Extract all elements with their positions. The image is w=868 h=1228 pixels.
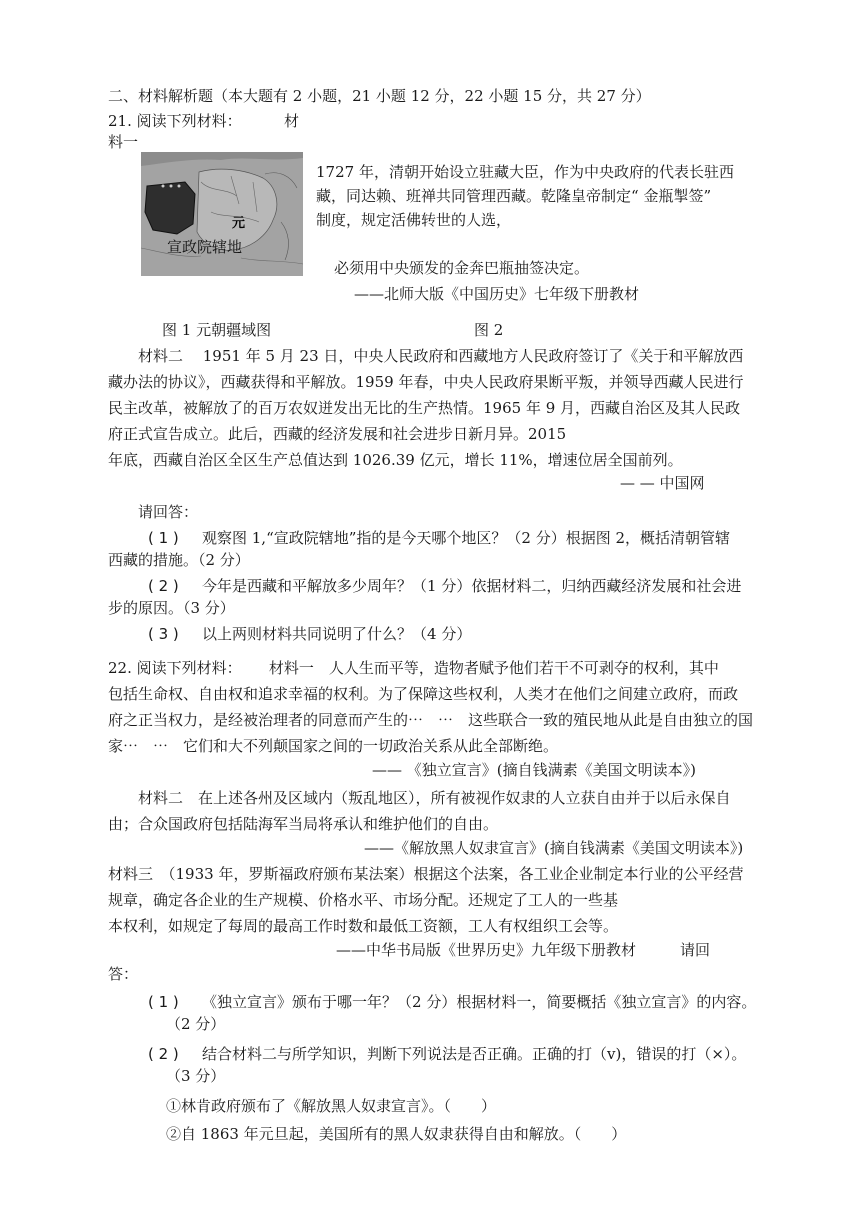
m1-line-1: 1727 年，清朝开始设立驻藏大臣，作为中央政府的代表长驻西 — [316, 163, 734, 181]
q22-m3-source: ——中华书局版《世界历史》九年级下册教材 — [336, 941, 637, 959]
material-label-a: 材 — [284, 112, 300, 130]
q22-m1-source: —— 《独立宣言》(摘自钱满素《美国文明读本》) — [372, 761, 696, 779]
q22-judge-2: ②自 1863 年元旦起，美国所有的黑人奴隶获得自由和解放。（ ） — [166, 1125, 627, 1143]
q22-2-line1: 结合材料二与所学知识，判断下列说法是否正确。正确的打（v)，错误的打（×）。 — [202, 1045, 747, 1063]
q21-3-line1: 以上两则材料共同说明了什么？（4 分） — [202, 625, 472, 643]
m2-line-5: 年底，西藏自治区全区生产总值达到 1026.39 亿元，增长 11%，增速位居全国前列。 — [108, 451, 683, 469]
q22-ask-a: 请回 — [680, 941, 711, 959]
m2-line-2: 藏办法的协议》，西藏获得和平解放。1959 年春，中央人民政府果断平叛，并领导西藏人民进行 — [108, 373, 744, 391]
q21-ask: 请回答： — [138, 503, 199, 521]
q21-2-num: ( 2 ) — [148, 577, 179, 595]
map-xuanzheng-label: 宣政院辖地 — [167, 238, 243, 256]
q22-m1-line-4: 家⋯ ⋯ 它们和大不列颠国家之间的一切政治关系从此全部断绝。 — [108, 737, 559, 755]
map-graphic — [141, 152, 303, 276]
q22-m2-line-1: 材料二 在上述各州及区域内（叛乱地区），所有被视作奴隶的人立获自由并于以后永保自 — [138, 789, 731, 807]
q22-ask-b: 答： — [108, 965, 139, 983]
q22-m2-line-2: 由；合众国政府包括陆海军当局将承认和维护他们的自由。 — [108, 815, 499, 833]
q22-1-num: ( 1 ) — [148, 993, 179, 1011]
q22-m3-line-1: 材料三 （1933 年，罗斯福政府颁布某法案）根据这个法案，各工业企业制定本行业的公平经营 — [108, 865, 744, 883]
q21-2-line2: 步的原因。（3 分） — [108, 599, 235, 617]
m2-line-1: 材料二 1951 年 5 月 23 日，中央人民政府和西藏地方人民政府签订了《关于和平解放西 — [138, 347, 744, 365]
q21-intro: 21. 阅读下列材料： — [108, 112, 242, 130]
m2-line-4: 府正式宣告成立。此后，西藏的经济发展和社会进步日新月异。2015 — [108, 425, 567, 443]
q22-m1-line-1: 22. 阅读下列材料： 材料一 人人生而平等，造物者赋予他们若干不可剥夺的权利，其中 — [108, 659, 719, 677]
fig1-caption: 图 1 元朝疆域图 — [162, 321, 272, 339]
map-yuan-label: 元 — [232, 216, 246, 231]
q21-1-line1: 观察图 1,“宣政院辖地”指的是今天哪个地区？（2 分）根据图 2，概括清朝管辖 — [202, 529, 731, 547]
q22-m3-line-3: 本权利，如规定了每周的最高工作时数和最低工资额，工人有权组织工会等。 — [108, 917, 619, 935]
m1-line-3: 制度，规定活佛转世的人选， — [316, 211, 512, 229]
q21-3-num: ( 3 ) — [148, 625, 179, 643]
q22-m3-line-2: 规章，确定各企业的生产规模、价格水平、市场分配。还规定了工人的一些基 — [108, 891, 619, 909]
fig2-caption: 图 2 — [474, 321, 504, 339]
m2-source: — — 中国网 — [620, 474, 705, 492]
q22-m1-line-3: 府之正当权力，是经被治理者的同意而产生的⋯ ⋯ 这些联合一致的殖民地从此是自由独立的国 — [108, 711, 754, 729]
q22-1-line1: 《独立宣言》颁布于哪一年？（2 分）根据材料一，简要概括《独立宣言》的内容。 — [202, 993, 757, 1011]
q22-m1-line-2: 包括生命权、自由权和追求幸福的权利。为了保障这些权利，人类才在他们之间建立政府，而政 — [108, 685, 739, 703]
q22-1-line2: （2 分） — [166, 1015, 226, 1033]
m1-line-4: 必须用中央颁发的金奔巴瓶抽签决定。 — [334, 259, 590, 277]
m1-line-2: 藏，同达赖、班禅共同管理西藏。乾隆皇帝制定“ 金瓶掣签” — [316, 187, 712, 205]
m1-source: ——北师大版《中国历史》七年级下册教材 — [354, 285, 640, 303]
material-label-b: 料一 — [108, 133, 139, 151]
q21-1-num: ( 1 ) — [148, 529, 179, 547]
q21-1-line2: 西藏的措施。（2 分） — [108, 551, 250, 569]
q22-judge-1: ①林肯政府颁布了《解放黑人奴隶宣言》。（ ） — [166, 1097, 497, 1115]
m2-line-3: 民主改革，被解放了的百万农奴迸发出无比的生产热情。1965 年 9 月，西藏自治区及其人民政 — [108, 399, 741, 417]
yuan-dynasty-map — [141, 152, 303, 276]
q22-2-line2: （3 分） — [166, 1067, 226, 1085]
section-heading: 二、材料解析题（本大题有 2 小题，21 小题 12 分，22 小题 15 分，共 27 分） — [108, 87, 651, 105]
q21-2-line1: 今年是西藏和平解放多少周年？（1 分）依据材料二，归纳西藏经济发展和社会进 — [202, 577, 742, 595]
q22-m2-source: ——《解放黑人奴隶宣言》(摘自钱满素《美国文明读本》) — [364, 839, 744, 857]
q22-2-num: ( 2 ) — [148, 1045, 179, 1063]
